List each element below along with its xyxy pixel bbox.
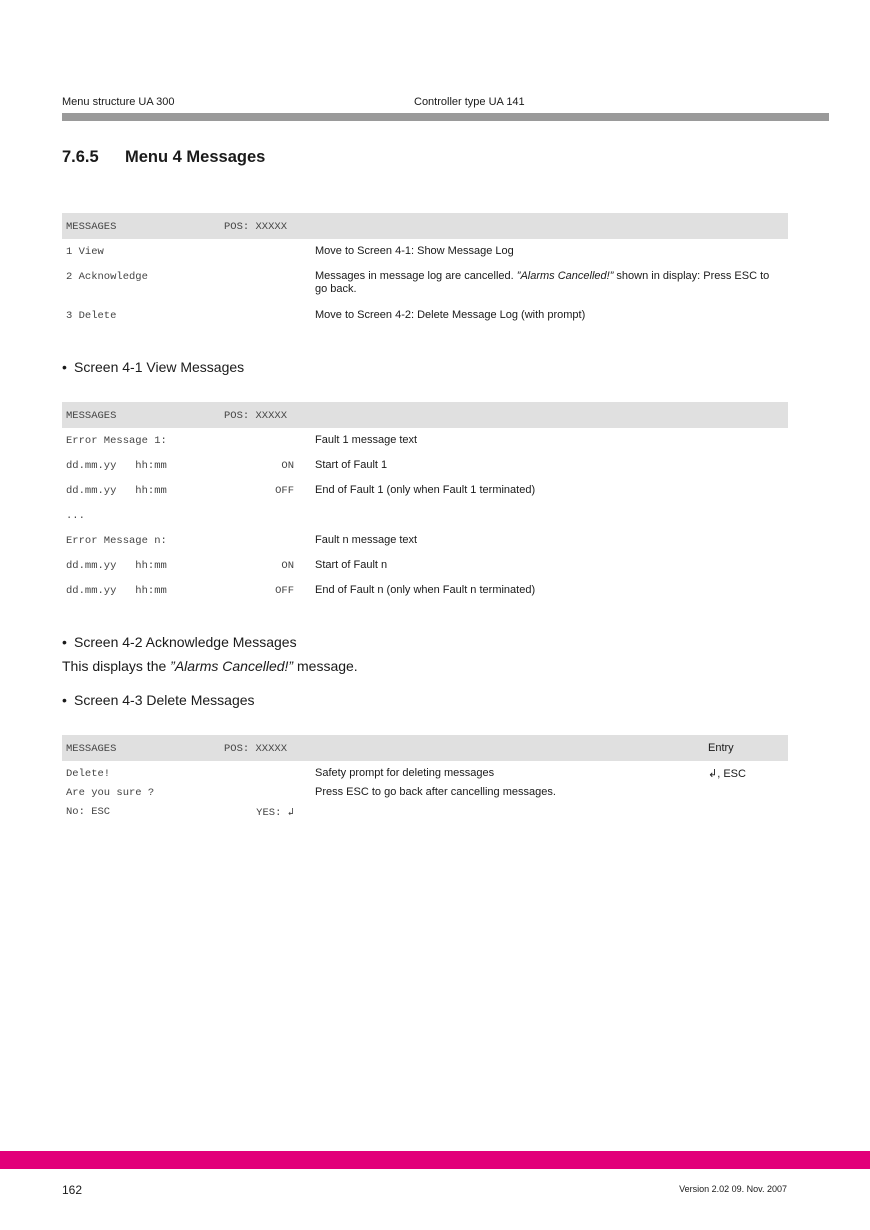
display-line: dd.mm.yy hh:mm <box>66 485 167 497</box>
version-info: Version 2.02 09. Nov. 2007 <box>679 1184 787 1194</box>
table-row <box>62 239 788 264</box>
header-col-messages: MESSAGES <box>66 410 117 422</box>
header-rule <box>62 113 829 121</box>
acknowledge-paragraph <box>62 658 358 674</box>
display-line: Error Message n: <box>66 535 167 547</box>
menu-item-description: Move to Screen 4-1: Show Message Log <box>315 245 514 257</box>
display-line: Delete! <box>66 768 111 780</box>
running-header-left: Menu structure UA 300 <box>62 96 175 108</box>
bullet-screen-4-1 <box>62 359 244 375</box>
display-line-description: Start of Fault n <box>315 559 388 571</box>
display-line-description: Start of Fault 1 <box>315 459 388 471</box>
menu-item-description <box>315 270 780 296</box>
paragraph-emphasis: ”Alarms Cancelled!” <box>170 658 294 674</box>
display-state: ON <box>281 560 294 572</box>
table-row <box>62 528 788 553</box>
description-emphasis: ”Alarms Cancelled!” <box>516 270 614 282</box>
bullet-text: Screen 4-1 View Messages <box>74 359 245 375</box>
footer-accent-bar <box>0 1151 870 1169</box>
header-col-pos: POS: XXXXX <box>224 221 288 233</box>
display-line: No: ESC <box>66 806 111 818</box>
display-state: OFF <box>275 485 294 497</box>
running-header-center: Controller type UA 141 <box>414 96 525 108</box>
entry-keys: ↲, ESC <box>708 768 746 780</box>
bullet-icon: • <box>62 634 67 650</box>
header-col-pos: POS: XXXXX <box>224 743 288 755</box>
display-line: Are you sure ? <box>66 787 155 799</box>
display-line-description: End of Fault n (only when Fault n terminated) <box>315 584 536 596</box>
bullet-screen-4-3 <box>62 692 255 708</box>
section-number: 7.6.5 <box>62 148 99 166</box>
display-line: ... <box>66 510 85 522</box>
table-header <box>62 735 788 761</box>
display-line-description: Press ESC to go back after cancelling messages. <box>315 786 556 798</box>
bullet-screen-4-2 <box>62 634 297 650</box>
table-row <box>62 264 788 303</box>
table-row <box>62 578 788 603</box>
table-row <box>62 428 788 453</box>
table-row <box>62 503 788 528</box>
table-row <box>62 799 788 818</box>
bullet-icon: • <box>62 359 67 375</box>
bullet-text: Screen 4-3 Delete Messages <box>74 692 255 708</box>
display-line-description: Fault n message text <box>315 534 418 546</box>
table-header <box>62 213 788 239</box>
display-line: dd.mm.yy hh:mm <box>66 560 167 572</box>
delete-messages-table <box>62 735 788 818</box>
section-title: Menu 4 Messages <box>125 148 266 166</box>
table-row <box>62 453 788 478</box>
page-number: 162 <box>62 1183 83 1197</box>
display-state: OFF <box>275 585 294 597</box>
menu-item: 1 View <box>66 246 104 258</box>
table-row <box>62 761 788 780</box>
section-heading <box>62 148 265 167</box>
header-col-messages: MESSAGES <box>66 743 117 755</box>
paragraph-text: message. <box>293 658 358 674</box>
display-line: Error Message 1: <box>66 435 167 447</box>
description-text: Messages in message log are cancelled. <box>315 270 517 282</box>
header-col-pos: POS: XXXXX <box>224 410 288 422</box>
header-col-messages: MESSAGES <box>66 221 117 233</box>
table-row <box>62 303 788 328</box>
bullet-icon: • <box>62 692 67 708</box>
table-row <box>62 478 788 503</box>
display-state: ON <box>281 460 294 472</box>
display-state: YES: ↲ <box>256 807 294 819</box>
menu-item: 3 Delete <box>66 310 117 322</box>
display-line-description: Safety prompt for deleting messages <box>315 767 495 779</box>
description-text: shown in display: Press ESC to go back. <box>315 270 770 295</box>
paragraph-text: This displays the <box>62 658 171 674</box>
view-messages-table <box>62 402 788 603</box>
menu-table <box>62 213 788 328</box>
display-line-description: Fault 1 message text <box>315 434 418 446</box>
display-line: dd.mm.yy hh:mm <box>66 460 167 472</box>
display-line-description: End of Fault 1 (only when Fault 1 terminated) <box>315 484 536 496</box>
table-row <box>62 553 788 578</box>
bullet-text: Screen 4-2 Acknowledge Messages <box>74 634 297 650</box>
table-header <box>62 402 788 428</box>
menu-item-description: Move to Screen 4-2: Delete Message Log (with prompt) <box>315 309 586 321</box>
menu-item: 2 Acknowledge <box>66 271 148 283</box>
table-row <box>62 780 788 799</box>
display-line: dd.mm.yy hh:mm <box>66 585 167 597</box>
header-col-entry: Entry <box>708 742 734 754</box>
